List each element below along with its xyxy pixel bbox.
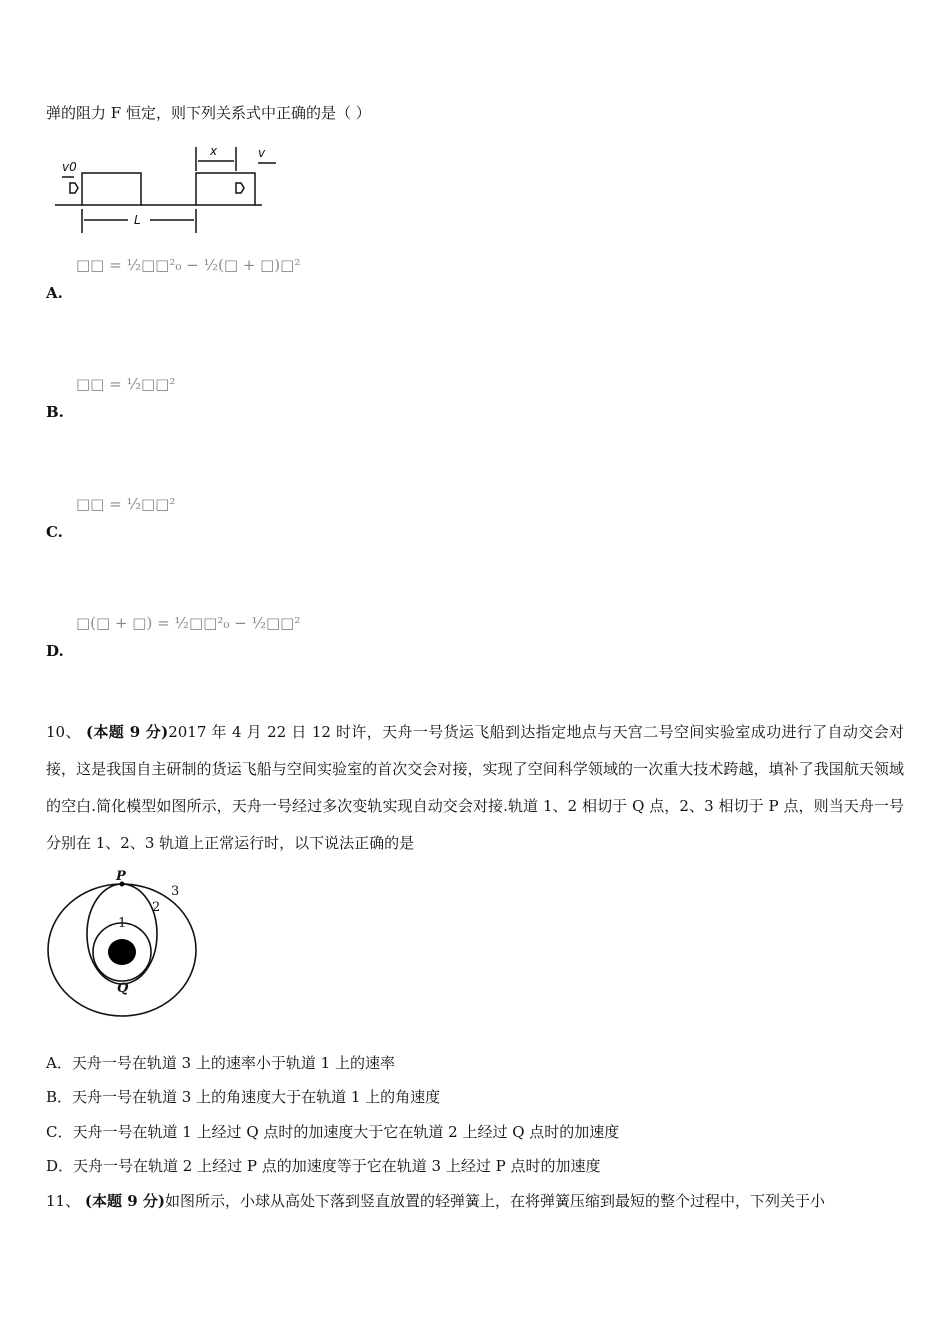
q11-number: 11、: [46, 1192, 81, 1210]
bullet-block-figure: [50, 143, 290, 233]
q10-option-b: B．天舟一号在轨道 3 上的角速度大于在轨道 1 上的角速度: [46, 1088, 441, 1106]
q10-option-c: C．天舟一号在轨道 1 上经过 Q 点时的加速度大于它在轨道 2 上经过 Q 点时的加速度: [46, 1123, 620, 1141]
option-b-formula: □□ = ½□□²: [76, 375, 176, 393]
option-c-label: C.: [46, 523, 63, 541]
option-b-label: B.: [46, 403, 64, 421]
q9-stem-tail: 弹的阻力 F 恒定，则下列关系式中正确的是（ ）: [46, 104, 371, 122]
q11-text: 如图所示，小球从高处下落到竖直放置的轻弹簧上，在将弹簧压缩到最短的整个过程中，下列关于小: [164, 1192, 825, 1210]
q10-text: 2017 年 4 月 22 日 12 时许，天舟一号货运飞船到达指定地点与天宫二号空间实验室成功进行了自动交会对接，这是我国自主研制的货运飞船与空间实验室的首次交会对接，实现了空间科学领域的一次重大技术跨越，填补了我国航天领域的空白.简化模型如图所示，天舟一号经过多次变轨实现自动交会对接.轨道 1、2 相切于 Q 点，2、3 相切于 P 点，则当天舟一号分别在 1、2、3 轨道上正常运行时，以下说法正确的是: [46, 723, 904, 852]
q10-number: 10、: [46, 723, 81, 741]
Q-label: Q: [117, 981, 129, 996]
v-label: v: [258, 146, 266, 160]
L-label: L: [134, 213, 141, 227]
option-c-formula: □□ = ½□□²: [76, 495, 176, 513]
option-a-formula: □□ = ½□□²₀ − ½(□ + □)□²: [76, 256, 301, 274]
option-d-formula: □(□ + □) = ½□□²₀ − ½□□²: [76, 614, 301, 632]
option-a-label: A.: [46, 284, 63, 302]
q10-score: (本题 9 分): [85, 723, 169, 741]
q10-option-a: A．天舟一号在轨道 3 上的速率小于轨道 1 上的速率: [46, 1054, 395, 1072]
orbit-figure: [44, 866, 204, 1022]
orbit-2-label: 2: [152, 900, 161, 915]
x-label: x: [210, 144, 218, 158]
P-label: P: [116, 869, 126, 884]
v0-label: v0: [62, 160, 77, 174]
q10-option-d: D．天舟一号在轨道 2 上经过 P 点的加速度等于它在轨道 3 上经过 P 点时的加速度: [46, 1157, 601, 1175]
orbit-3-label: 3: [171, 884, 180, 899]
option-d-label: D.: [46, 642, 64, 660]
q10-stem: [46, 714, 904, 862]
q11-stem: [46, 1190, 825, 1211]
q11-score: (本题 9 分): [84, 1192, 165, 1210]
orbit-1-label: 1: [118, 916, 127, 931]
